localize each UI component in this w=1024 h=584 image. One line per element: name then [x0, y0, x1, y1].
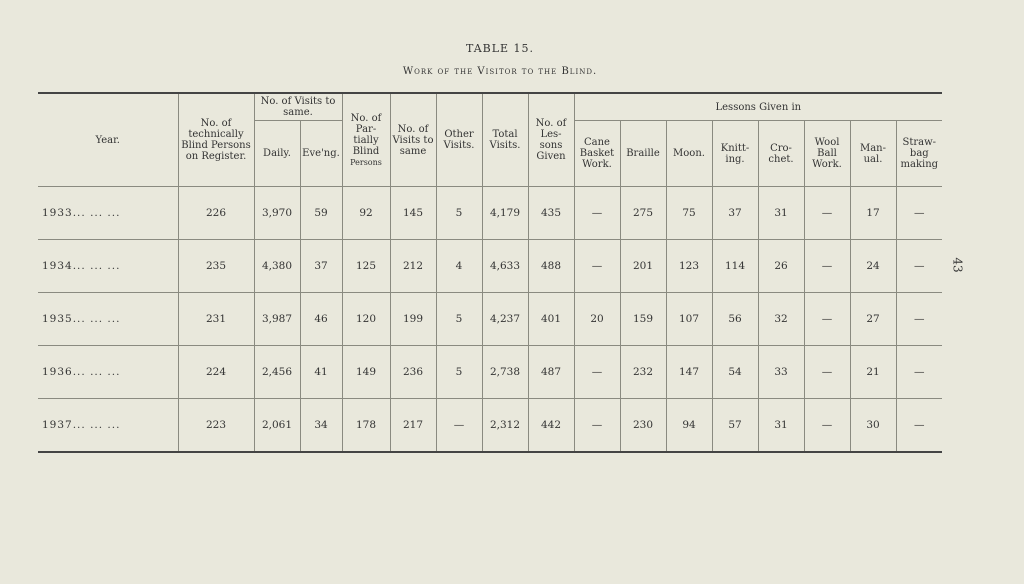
- cell-partially-blind: 92: [342, 187, 390, 240]
- header-manual: Man-ual.: [850, 121, 896, 187]
- cell-other-visits: 5: [436, 346, 482, 399]
- cell-manual: 24: [850, 240, 896, 293]
- header-other-visits: Other Visits.: [436, 93, 482, 187]
- page-number: 43: [950, 257, 965, 273]
- cell-cane: 20: [574, 293, 620, 346]
- table-title: TABLE 15.: [465, 42, 535, 55]
- header-visits-group: No. of Visits to same.: [254, 93, 342, 121]
- cell-braille: 159: [620, 293, 666, 346]
- cell-manual: 27: [850, 293, 896, 346]
- header-partially-blind: [342, 93, 390, 187]
- cell-total-visits: 2,738: [482, 346, 528, 399]
- table-row: [38, 240, 942, 293]
- cell-manual: 17: [850, 187, 896, 240]
- cell-knitting: 114: [712, 240, 758, 293]
- cell-partially-blind: 125: [342, 240, 390, 293]
- table-row: [38, 346, 942, 399]
- cell-registered: 235: [178, 240, 254, 293]
- cell-cane: —: [574, 187, 620, 240]
- cell-braille: 275: [620, 187, 666, 240]
- header-knitting: Knitt-ing.: [712, 121, 758, 187]
- cell-crochet: 31: [758, 399, 804, 453]
- cell-evening: 59: [300, 187, 342, 240]
- cell-knitting: 56: [712, 293, 758, 346]
- cell-year: 1936... ... ...: [38, 346, 178, 399]
- header-braille: Braille: [620, 121, 666, 187]
- header-straw-bag: Straw-bag making: [896, 121, 942, 187]
- cell-other-visits: 5: [436, 293, 482, 346]
- cell-moon: 94: [666, 399, 712, 453]
- table-row: [38, 187, 942, 240]
- cell-wool: —: [804, 346, 850, 399]
- cell-evening: 41: [300, 346, 342, 399]
- table-row: [38, 293, 942, 346]
- cell-registered: 231: [178, 293, 254, 346]
- cell-total-visits: 4,633: [482, 240, 528, 293]
- cell-evening: 46: [300, 293, 342, 346]
- cell-registered: 224: [178, 346, 254, 399]
- cell-manual: 30: [850, 399, 896, 453]
- cell-daily: 2,061: [254, 399, 300, 453]
- cell-manual: 21: [850, 346, 896, 399]
- cell-year: 1933... ... ...: [38, 187, 178, 240]
- header-row-1: [38, 93, 942, 121]
- header-cane-basket: Cane Basket Work.: [574, 121, 620, 187]
- cell-other-visits: 4: [436, 240, 482, 293]
- cell-visits-to-same: 217: [390, 399, 436, 453]
- cell-moon: 107: [666, 293, 712, 346]
- table-row: [38, 399, 942, 453]
- header-crochet: Cro-chet.: [758, 121, 804, 187]
- header-evening: Eve'ng.: [300, 121, 342, 187]
- cell-straw: —: [896, 187, 942, 240]
- cell-daily: 3,970: [254, 187, 300, 240]
- cell-crochet: 31: [758, 187, 804, 240]
- cell-daily: 2,456: [254, 346, 300, 399]
- table-container: [38, 92, 938, 453]
- cell-crochet: 32: [758, 293, 804, 346]
- cell-straw: —: [896, 346, 942, 399]
- cell-braille: 232: [620, 346, 666, 399]
- visitor-work-table: [38, 92, 942, 453]
- cell-lessons: 442: [528, 399, 574, 453]
- cell-total-visits: 4,179: [482, 187, 528, 240]
- header-moon: Moon.: [666, 121, 712, 187]
- cell-moon: 75: [666, 187, 712, 240]
- cell-partially-blind: 178: [342, 399, 390, 453]
- cell-evening: 37: [300, 240, 342, 293]
- cell-knitting: 37: [712, 187, 758, 240]
- cell-moon: 123: [666, 240, 712, 293]
- header-year: Year.: [38, 93, 178, 187]
- cell-partially-blind: 149: [342, 346, 390, 399]
- cell-visits-to-same: 199: [390, 293, 436, 346]
- cell-wool: —: [804, 187, 850, 240]
- cell-daily: 3,987: [254, 293, 300, 346]
- cell-knitting: 57: [712, 399, 758, 453]
- cell-partially-blind: 120: [342, 293, 390, 346]
- cell-visits-to-same: 145: [390, 187, 436, 240]
- cell-lessons: 435: [528, 187, 574, 240]
- header-registered: No. of technically Blind Persons on Register.: [178, 93, 254, 187]
- cell-crochet: 26: [758, 240, 804, 293]
- header-wool-ball: Wool Ball Work.: [804, 121, 850, 187]
- header-lessons-given-count: No. of Les-sons Given: [528, 93, 574, 187]
- cell-other-visits: —: [436, 399, 482, 453]
- header-lessons-group: Lessons Given in: [574, 93, 942, 121]
- cell-registered: 223: [178, 399, 254, 453]
- cell-year: 1934... ... ...: [38, 240, 178, 293]
- cell-cane: —: [574, 346, 620, 399]
- cell-year: 1937... ... ...: [42, 419, 121, 431]
- cell-straw: —: [896, 399, 942, 453]
- cell-lessons: 401: [528, 293, 574, 346]
- table-subtitle: Work of the Visitor to the Blind.: [402, 66, 598, 77]
- cell-wool: —: [804, 399, 850, 453]
- cell-total-visits: 2,312: [482, 399, 528, 453]
- cell-straw: —: [896, 293, 942, 346]
- cell-cane: —: [574, 240, 620, 293]
- cell-daily: 4,380: [254, 240, 300, 293]
- cell-straw: —: [896, 240, 942, 293]
- header-partially-blind-persons: Persons: [350, 157, 382, 167]
- cell-evening: 34: [300, 399, 342, 453]
- cell-lessons: 487: [528, 346, 574, 399]
- cell-visits-to-same: 236: [390, 346, 436, 399]
- cell-braille: 201: [620, 240, 666, 293]
- cell-visits-to-same: 212: [390, 240, 436, 293]
- cell-other-visits: 5: [436, 187, 482, 240]
- cell-year: 1935... ... ...: [38, 293, 178, 346]
- cell-total-visits: 4,237: [482, 293, 528, 346]
- cell-moon: 147: [666, 346, 712, 399]
- header-visits-to-same: No. of Visits to same: [390, 93, 436, 187]
- cell-wool: —: [804, 293, 850, 346]
- cell-crochet: 33: [758, 346, 804, 399]
- header-partially-blind-text: No. of Par-tially Blind: [350, 112, 382, 157]
- cell-wool: —: [804, 240, 850, 293]
- cell-knitting: 54: [712, 346, 758, 399]
- header-total-visits: Total Visits.: [482, 93, 528, 187]
- header-daily: Daily.: [254, 121, 300, 187]
- cell-cane: —: [574, 399, 620, 453]
- cell-lessons: 488: [528, 240, 574, 293]
- cell-registered: 226: [178, 187, 254, 240]
- cell-braille: 230: [620, 399, 666, 453]
